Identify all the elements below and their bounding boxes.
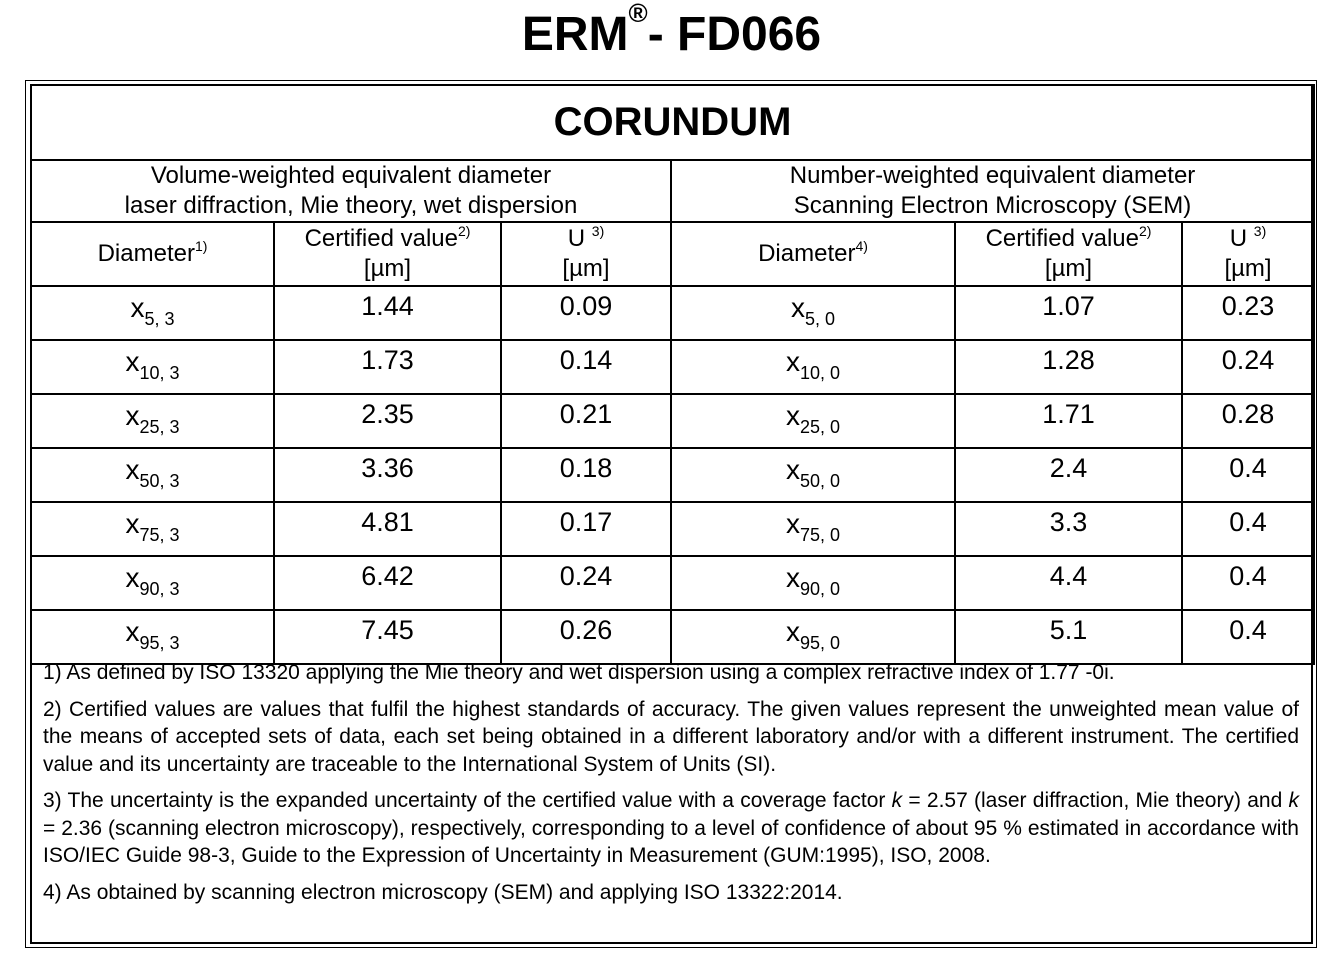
- certified-value: 5.1: [955, 610, 1182, 664]
- certified-value: 7.45: [274, 610, 501, 664]
- footnote-ref: 2): [457, 223, 471, 239]
- footnote-ref: 4): [855, 238, 868, 254]
- diameter-symbol: $x_{50, 3}$: [31, 448, 274, 502]
- material-name: CORUNDUM: [31, 85, 1314, 160]
- diameter-symbol: $x_{5, 3}$: [31, 286, 274, 340]
- diameter-symbol: $x_{25, 3}$: [31, 394, 274, 448]
- certificate-table: [30, 84, 1315, 665]
- unit-label: [µm]: [1224, 255, 1272, 282]
- volume-weighted-header: [31, 160, 671, 222]
- table-row: [31, 340, 1314, 394]
- certified-value: 1.73: [274, 340, 501, 394]
- table-row: [31, 556, 1314, 610]
- uncertainty-value: 0.23: [1182, 286, 1314, 340]
- diameter-symbol: $x_{90, 0}$: [671, 556, 955, 610]
- certified-value: 1.28: [955, 340, 1182, 394]
- diameter-symbol: $x_{50, 0}$: [671, 448, 955, 502]
- table-row: [31, 448, 1314, 502]
- registered-mark: ®: [628, 0, 648, 28]
- uncertainty-value: 0.4: [1182, 502, 1314, 556]
- certified-value: 4.81: [274, 502, 501, 556]
- uncertainty-value: 0.09: [501, 286, 671, 340]
- col-diameter-left: Diameter$^{1)}$: [31, 222, 274, 286]
- footnote-ref: 3): [591, 223, 605, 239]
- uncertainty-value: 0.4: [1182, 556, 1314, 610]
- table-row: [31, 610, 1314, 664]
- volume-header-line2: laser diffraction, Mie theory, wet dispersion: [124, 192, 578, 219]
- uncertainty-value: 0.18: [501, 448, 671, 502]
- table-row: [31, 394, 1314, 448]
- number-header-line1: Number-weighted equivalent diameter: [789, 162, 1196, 189]
- col-u-right: U $^{3)}$ [µm]: [1182, 222, 1314, 286]
- footnote-4: 4) As obtained by scanning electron microscopy (SEM) and applying ISO 13322:2014.: [43, 880, 843, 904]
- diameter-symbol: $x_{75, 0}$: [671, 502, 955, 556]
- certified-value: 6.42: [274, 556, 501, 610]
- uncertainty-value: 0.28: [1182, 394, 1314, 448]
- uncertainty-value: 0.4: [1182, 610, 1314, 664]
- certified-value: 3.36: [274, 448, 501, 502]
- diameter-symbol: $x_{90, 3}$: [31, 556, 274, 610]
- uncertainty-value: 0.24: [1182, 340, 1314, 394]
- col-certified-right: Certified value$^{2)}$ [µm]: [955, 222, 1182, 286]
- certified-value: 3.3: [955, 502, 1182, 556]
- footnote-2: 2) Certified values are values that fulfil the highest standards of accuracy. The given values represent the unweighted mean value of the means of accepted sets of data, each set being obtained in a different laboratory and/or with a different instrument. The certified value and its uncertainty are traceable to the International System of Units (SI).: [43, 697, 1299, 776]
- number-weighted-header: [671, 160, 1314, 222]
- diameter-symbol: $x_{10, 0}$: [671, 340, 955, 394]
- certified-value: 2.4: [955, 448, 1182, 502]
- certified-value: 1.44: [274, 286, 501, 340]
- uncertainty-value: 0.14: [501, 340, 671, 394]
- document-title: [0, 0, 1333, 66]
- volume-header-line1: Volume-weighted equivalent diameter: [150, 162, 552, 189]
- unit-label: [µm]: [363, 255, 412, 282]
- footnote-ref: 1): [194, 238, 208, 254]
- col-u-left: U $^{3)}$ [µm]: [501, 222, 671, 286]
- unit-label: [µm]: [562, 255, 610, 282]
- diameter-symbol: $x_{95, 3}$: [31, 610, 274, 664]
- unit-label: [µm]: [1044, 255, 1093, 282]
- diameter-symbol: $x_{95, 0}$: [671, 610, 955, 664]
- certified-value: 1.71: [955, 394, 1182, 448]
- number-header-line2: Scanning Electron Microscopy (SEM): [793, 192, 1192, 219]
- uncertainty-value: 0.26: [501, 610, 671, 664]
- uncertainty-value: 0.4: [1182, 448, 1314, 502]
- uncertainty-value: 0.24: [501, 556, 671, 610]
- uncertainty-value: 0.17: [501, 502, 671, 556]
- footnote-1: 1) As defined by ISO 13320 applying the Mie theory and wet dispersion using a complex refractive index of 1.77 -0i.: [43, 661, 1115, 684]
- diameter-symbol: $x_{75, 3}$: [31, 502, 274, 556]
- footnotes: [43, 659, 1299, 915]
- table-row: [31, 502, 1314, 556]
- uncertainty-value: 0.21: [501, 394, 671, 448]
- title-code: - FD066: [647, 8, 822, 61]
- diameter-symbol: $x_{5, 0}$: [671, 286, 955, 340]
- certified-value: 1.07: [955, 286, 1182, 340]
- col-certified-left: Certified value$^{2)}$ [µm]: [274, 222, 501, 286]
- footnote-ref: 3): [1253, 223, 1267, 239]
- footnote-ref: 2): [1138, 223, 1152, 239]
- certified-value: 2.35: [274, 394, 501, 448]
- diameter-symbol: $x_{25, 0}$: [671, 394, 955, 448]
- diameter-symbol: $x_{10, 3}$: [31, 340, 274, 394]
- footnote-3: 3) The uncertainty is the expanded uncertainty of the certified value with a coverage factor k = 2.57 (laser diffraction, Mie theory) and k = 2.36 (scanning electron microscopy), respectively, corresponding to a level of confidence of about 95 % estimated in accordance with ISO/IEC Guide 98-3, Guide to the Expression of Uncertainty in Measurement (GUM:1995), ISO, 2008.: [43, 789, 1300, 867]
- col-diameter-right: Diameter$^{4)}$: [671, 222, 955, 286]
- title-main: ERM: [521, 8, 629, 61]
- table-row: [31, 286, 1314, 340]
- certified-value: 4.4: [955, 556, 1182, 610]
